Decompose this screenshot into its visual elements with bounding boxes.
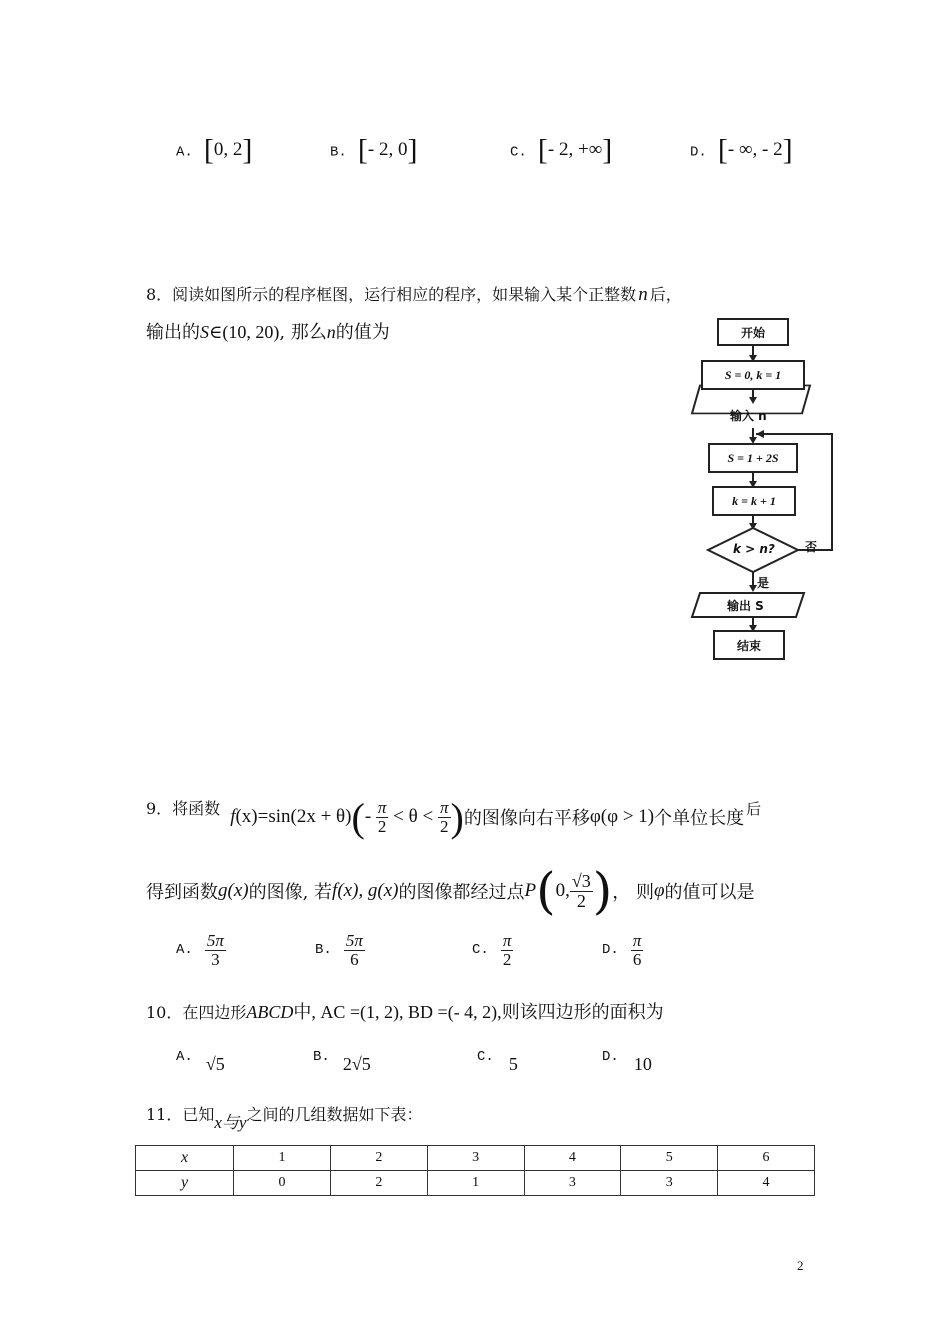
func-f: f (230, 805, 236, 827)
flowchart-yes: 是 (757, 576, 770, 590)
frac-den: 3 (211, 949, 220, 969)
var-s: S (200, 322, 209, 342)
option-letter: B. (330, 144, 347, 161)
gx: g(x) (218, 880, 249, 901)
q9-option-c (472, 932, 513, 969)
frac-den: 2 (502, 949, 512, 969)
left-paren: ( (536, 862, 556, 920)
data-table (135, 1145, 815, 1196)
flowchart-no: 否 (805, 540, 818, 554)
interval: ∈(10, 20) (209, 322, 280, 342)
close-bracket: ] (782, 134, 793, 167)
frac-num: 5π (206, 931, 224, 950)
q9-unit: 个单位长度 (654, 808, 745, 829)
q9-line1 (146, 792, 761, 842)
vars-xy: x与y (214, 1113, 247, 1132)
q8-line2-pre: 输出的 (146, 322, 200, 343)
phi: φ (654, 880, 665, 901)
q10-stem (146, 998, 664, 1024)
q8-line2-end: 的值为 (335, 322, 390, 343)
q9-line2-mid2: 的图像都经过点 (398, 882, 525, 903)
option-value: √5 (205, 1054, 225, 1074)
option-letter: B. (313, 1049, 330, 1065)
fgx: f(x), g(x) (332, 880, 399, 901)
close-bracket: ] (602, 134, 613, 167)
q9-mid: 的图像向右平移 (463, 808, 590, 829)
quad-name: ABCD (246, 1002, 294, 1022)
assign-k-text: k = k + 1 (732, 493, 776, 508)
frac-num: √3 (571, 870, 591, 891)
option-letter: A. (176, 144, 193, 161)
table-cell: 3 (427, 1146, 524, 1171)
option-letter: C. (472, 942, 489, 959)
table-cell: 0 (234, 1171, 331, 1196)
q10-option-d (602, 1044, 652, 1074)
option-value: 5 (508, 1054, 518, 1074)
interval-expr: - ∞, - 2 (727, 139, 783, 161)
table-cell: 3 (621, 1171, 718, 1196)
frac-num: π (439, 797, 449, 817)
option-letter: C. (477, 1049, 494, 1065)
flowchart-cond: k > n? (733, 542, 775, 556)
q11-pre: 11．已知 (146, 1105, 215, 1124)
right-paren: ) (450, 794, 464, 840)
q9-option-b (315, 932, 365, 969)
close-bracket: ] (407, 134, 418, 167)
frac-num: π (377, 797, 387, 817)
frac-den: 6 (350, 949, 359, 969)
option-letter: C. (510, 144, 527, 161)
interval-expr: - 2, 0 (367, 139, 408, 161)
table-cell: 2 (330, 1146, 427, 1171)
page-number: 2 (797, 1258, 804, 1273)
q7-option-d (690, 134, 793, 168)
option-frac (631, 932, 644, 969)
open-bracket: [ (357, 134, 368, 167)
var-n: n (638, 284, 648, 305)
option-letter: B. (315, 942, 332, 959)
option-frac (205, 932, 226, 969)
q10-mid: 中, AC (293, 1002, 346, 1022)
flowchart-init (701, 360, 805, 390)
option-letter: D. (690, 144, 707, 161)
q9-option-a (176, 932, 226, 969)
q8-line2 (146, 318, 390, 344)
frac-num: 5π (345, 931, 363, 950)
option-letter: A. (176, 1049, 193, 1065)
table-row (136, 1146, 815, 1171)
interval-expr: 0, 2 (213, 139, 243, 161)
option-letter: D. (602, 1049, 619, 1065)
flowchart-assign-k (712, 486, 796, 516)
q9-line2-then: ， 则 (612, 882, 655, 903)
q9-option-d (602, 932, 643, 969)
frac-den: 2 (377, 816, 387, 836)
sqrt3-over-2 (570, 872, 593, 911)
right-paren: ) (592, 862, 613, 920)
neg-sign: - (364, 805, 372, 827)
frac-den: 6 (632, 949, 642, 969)
option-value: 10 (633, 1054, 652, 1074)
q8-stem: 8．阅读如图所示的程序框图，运行相应的程序，如果输入某个正整数 (146, 285, 637, 304)
q10-option-c (477, 1044, 518, 1074)
pi-over-2 (376, 799, 389, 836)
q8-stem-end: 后， (649, 285, 682, 304)
option-frac (501, 932, 514, 969)
var-n: n (326, 322, 336, 342)
fx-def: =sin(2x + θ) (257, 805, 352, 827)
open-bracket: [ (537, 134, 548, 167)
frac-den: 2 (439, 816, 449, 836)
q10-option-a (176, 1044, 225, 1074)
frac-num: π (502, 931, 512, 950)
frac-den: 2 (576, 890, 586, 911)
table-cell: 1 (234, 1146, 331, 1171)
init-text: S = 0, k = 1 (724, 367, 782, 382)
flowchart-end: 结束 (713, 630, 785, 660)
q8-line2-mid: , 那么 (279, 322, 327, 343)
q9-line2 (146, 860, 755, 922)
q10-end: 则该四边形的面积为 (501, 1002, 664, 1023)
row-label-x: x (136, 1146, 234, 1171)
option-value: 2√5 (342, 1054, 371, 1074)
open-bracket: [ (203, 134, 214, 167)
table-cell: 4 (718, 1171, 815, 1196)
point-x: 0, (555, 880, 570, 901)
theta-range: < θ < (393, 805, 434, 827)
q10-option-b (313, 1044, 371, 1074)
open-bracket: [ (717, 134, 728, 167)
q7-option-b (330, 134, 417, 168)
left-paren: ( (351, 794, 365, 840)
pi-over-2 (438, 799, 451, 836)
table-cell: 5 (621, 1146, 718, 1171)
q9-line2-mid: 的图像, 若 (248, 882, 333, 903)
flowchart-start: 开始 (717, 318, 789, 346)
q9-line2-pre: 得到函数 (146, 882, 218, 903)
interval-expr: - 2, +∞ (547, 139, 603, 161)
row-label-y: y (136, 1171, 234, 1196)
table-cell: 1 (427, 1171, 524, 1196)
q9-line2-end: 的值可以是 (664, 882, 755, 903)
table-row (136, 1171, 815, 1196)
vec-ac: =(1, 2), BD (345, 1002, 434, 1022)
option-letter: A. (176, 942, 193, 959)
q9-hou: 后 (746, 800, 762, 818)
table-cell: 6 (718, 1146, 815, 1171)
q8-line1 (146, 282, 682, 306)
q7-option-a (176, 134, 252, 168)
flowchart-output: 输出 S (727, 599, 764, 613)
close-bracket: ] (242, 134, 253, 167)
q11-end: 之间的几组数据如下表： (246, 1105, 423, 1124)
option-frac (344, 932, 365, 969)
flowchart-assign-s (708, 443, 798, 473)
assign-s-text: S = 1 + 2S (727, 450, 779, 465)
table-cell: 3 (524, 1171, 621, 1196)
table-cell: 2 (330, 1171, 427, 1196)
q11-stem (146, 1100, 423, 1132)
option-letter: D. (602, 942, 619, 959)
q7-option-c (510, 134, 612, 168)
q10-pre: 10．在四边形 (146, 1003, 247, 1022)
frac-num: π (632, 931, 642, 950)
table-cell: 4 (524, 1146, 621, 1171)
point-p: P (524, 880, 537, 901)
q9-stem: 9．将函数 (146, 799, 221, 818)
fx-arg: (x) (235, 805, 258, 827)
flowchart-input: 输入 n (730, 409, 767, 423)
phi-cond: φ(φ > 1) (589, 806, 655, 827)
vec-bd: =(- 4, 2), (433, 1002, 502, 1022)
